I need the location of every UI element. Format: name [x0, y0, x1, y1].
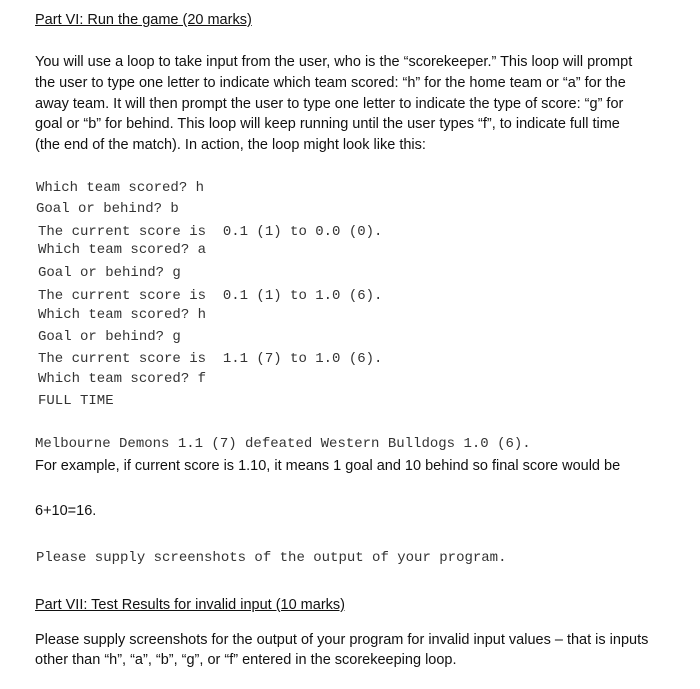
- paragraph-line: Please supply screenshots for the output of your program for invalid input values – that is inputs: [35, 632, 649, 648]
- paragraph-line: goal or “b” for behind. This loop will keep running until the user types “f”, to indicate full time: [35, 116, 620, 132]
- console-line: The current score is 0.1 (1) to 0.0 (0).: [38, 224, 383, 240]
- part-6-heading: Part VI: Run the game (20 marks): [35, 12, 252, 28]
- console-line: Goal or behind? g: [38, 265, 181, 281]
- paragraph-line: (the end of the match). In action, the loop might look like this:: [35, 137, 426, 153]
- console-line: Goal or behind? b: [36, 201, 179, 217]
- console-line: The current score is 0.1 (1) to 1.0 (6).: [38, 288, 383, 304]
- console-line: Which team scored? f: [38, 371, 207, 387]
- paragraph-line: the user to type one letter to indicate which team scored: “h” for the home team or “a” for the: [35, 75, 626, 91]
- example-calculation: 6+10=16.: [35, 503, 97, 519]
- console-line: Which team scored? a: [38, 242, 207, 258]
- console-line: The current score is 1.1 (7) to 1.0 (6).: [38, 351, 383, 367]
- example-line: For example, if current score is 1.10, it means 1 goal and 10 behind so final score would be: [35, 458, 621, 474]
- console-line: Which team scored? h: [36, 180, 205, 196]
- paragraph-line: You will use a loop to take input from the user, who is the “scorekeeper.” This loop will prompt: [35, 54, 633, 70]
- paragraph-line: other than “h”, “a”, “b”, “g”, or “f” entered in the scorekeeping loop.: [35, 652, 457, 668]
- paragraph-line: away team. It will then prompt the user to type one letter to indicate the type of score: “g” for: [35, 96, 624, 112]
- console-line: Which team scored? h: [38, 307, 207, 323]
- part-7-heading: Part VII: Test Results for invalid input (10 marks): [35, 597, 345, 613]
- console-line: FULL TIME: [38, 393, 114, 409]
- result-line: Melbourne Demons 1.1 (7) defeated Western Bulldogs 1.0 (6).: [35, 436, 531, 452]
- screenshot-request: Please supply screenshots of the output of your program.: [36, 550, 507, 566]
- console-line: Goal or behind? g: [38, 329, 181, 345]
